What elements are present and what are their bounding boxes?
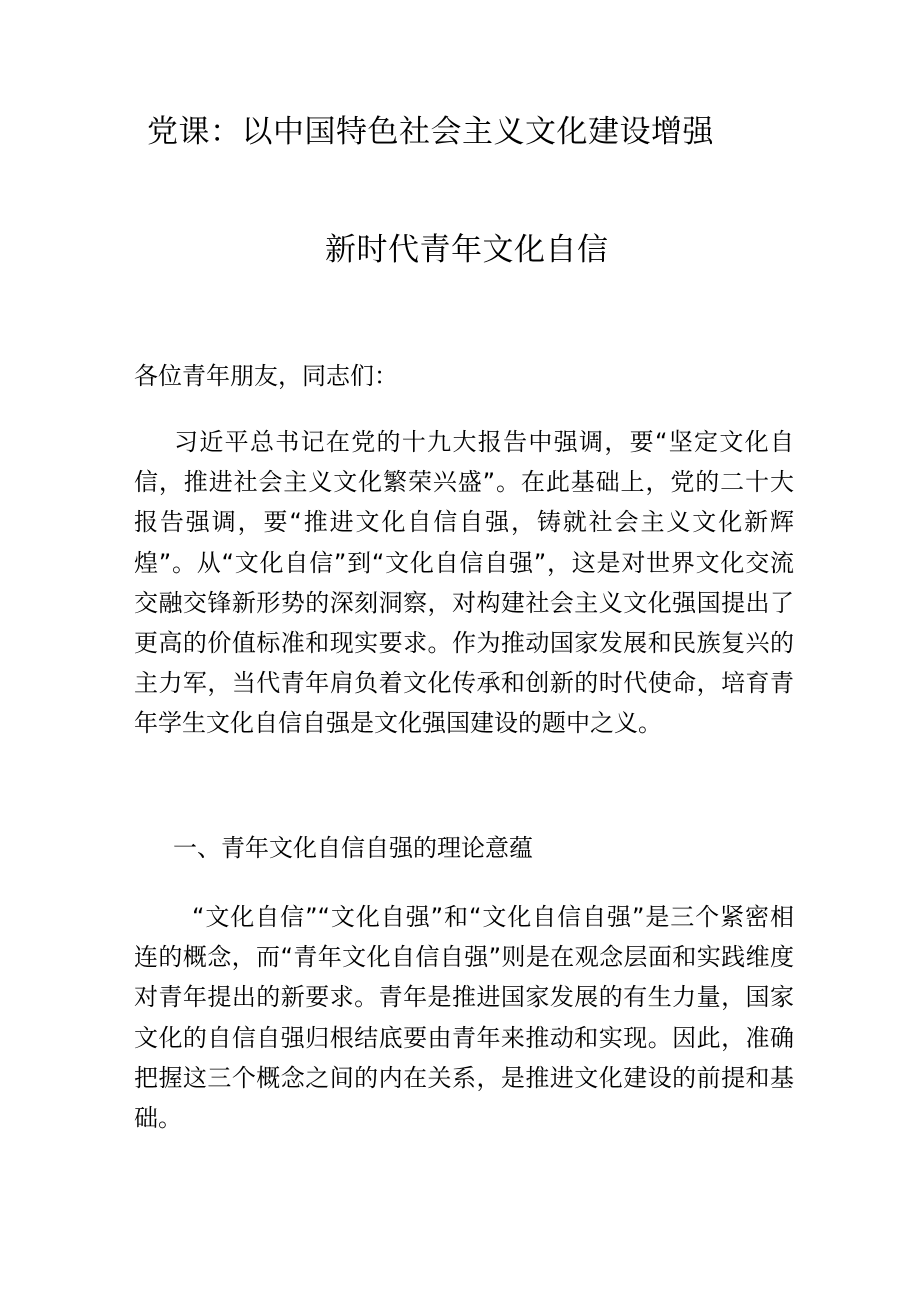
document-title-line-2: 新时代青年文化自信: [325, 232, 609, 268]
greeting: 各位青年朋友，同志们：: [134, 362, 398, 390]
paragraph-intro: 习近平总书记在党的十九大报告中强调，要“坚定文化自信，推进社会主义文化繁荣兴盛”。在此基础上，党的二十大报告强调，要“推进文化自信自强，铸就社会主义文化新辉煌”。从“文化自信”到“文化自信自强”，这是对世界文化交流交融交锋新形势的深刻洞察，对构建社会主义文化强国提出了更高的价值标准和现实要求。作为推动国家发展和民族复兴的主力军，当代青年肩负着文化传承和创新的时代使命，培育青年学生文化自信自强是文化强国建设的题中之义。: [134, 428, 794, 738]
paragraph-section-1: “文化自信”“文化自强”和“文化自信自强”是三个紧密相连的概念，而“青年文化自信自强”则是在观念层面和实践维度对青年提出的新要求。青年是推进国家发展的有生力量，国家文化的自信自强归根结底要由青年来推动和实现。因此，准确把握这三个概念之间的内在关系，是推进文化建设的前提和基础。: [134, 903, 794, 1133]
document-title-line-1: 党课：以中国特色社会主义文化建设增强: [147, 114, 714, 150]
section-heading-1: 一、青年文化自信自强的理论意蕴: [173, 834, 533, 862]
